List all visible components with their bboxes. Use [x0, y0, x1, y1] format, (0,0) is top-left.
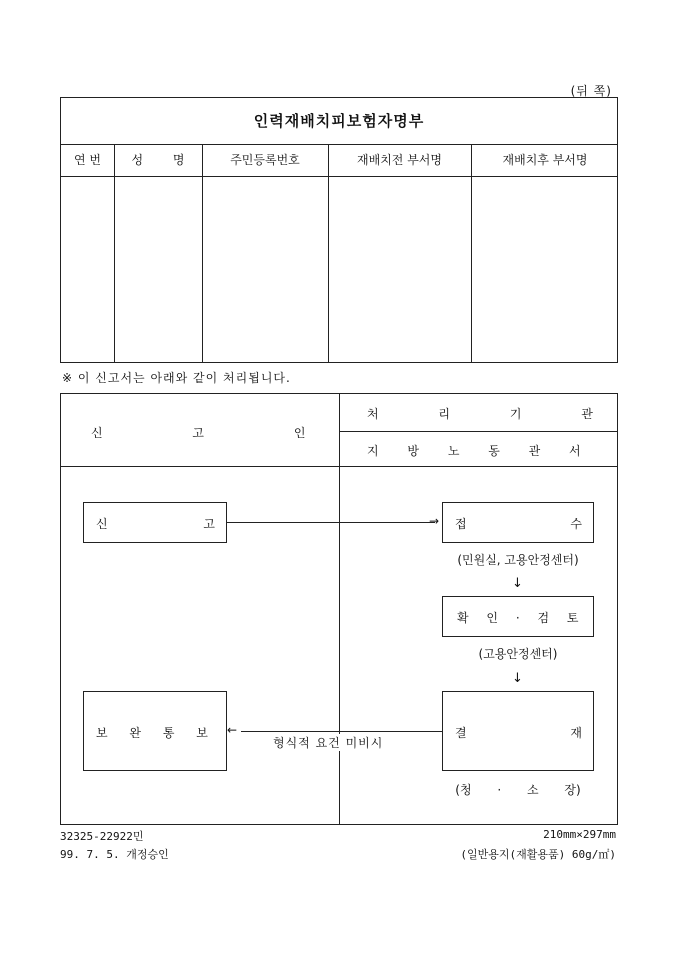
back-page-label: (뒤 쪽): [570, 84, 612, 98]
col-divider: [471, 144, 472, 362]
header-number: 연 번: [74, 153, 101, 167]
header-dept-before: 재배치전 부서명: [357, 153, 442, 167]
header-bottom-line: [61, 466, 617, 467]
agency-header-text: 처 리 기 관: [367, 407, 593, 421]
office-header: [367, 442, 592, 459]
review-box: [442, 596, 594, 637]
table-title: 인력재배치피보험자명부: [61, 98, 617, 145]
supplement-box-label: 보 완 통 보: [96, 726, 208, 740]
col-divider: [202, 144, 203, 362]
col-divider: [328, 144, 329, 362]
header-divider: [339, 431, 617, 432]
review-note: (고용안정센터): [478, 647, 558, 661]
processing-notice: ※ 이 신고서는 아래와 같이 처리됩니다.: [62, 371, 291, 385]
approval-date: 99. 7. 5. 개정승인: [60, 848, 169, 861]
processing-flow: [60, 393, 618, 825]
arrow-down-icon: ↓: [512, 671, 523, 686]
report-box: [83, 502, 227, 543]
paper-size: 210mm×297mm: [543, 828, 616, 841]
report-box-label: 신 고: [96, 517, 215, 531]
receipt-box-label: 접 수: [455, 517, 582, 531]
center-divider: [339, 394, 340, 824]
decision-box: [442, 691, 594, 771]
insured-register-table: [60, 97, 618, 363]
reporter-header: [91, 424, 306, 441]
arrow-left-icon: ←: [227, 723, 238, 737]
supplement-box: [83, 691, 227, 771]
receipt-note: (민원실, 고용안정센터): [457, 553, 579, 567]
missing-requirements-label: 형식적 요건 미비시: [273, 736, 384, 750]
arrow-right-icon: →: [429, 514, 440, 528]
form-code: 32325-22922민: [60, 830, 144, 843]
reporter-header-text: 신 고 인: [91, 426, 306, 440]
report-arrow-line: [227, 522, 435, 523]
receipt-box: [442, 502, 594, 543]
paper-spec: (일반용지(재활용품) 60g/㎡): [460, 848, 616, 861]
col-divider: [114, 144, 115, 362]
decision-note: (청 · 소 장): [455, 783, 581, 797]
decision-box-label: 결 재: [455, 726, 582, 740]
office-header-text: 지 방 노 동 관 서: [367, 444, 581, 458]
header-dept-after: 재배치후 부서명: [502, 153, 588, 167]
agency-header: [367, 405, 593, 422]
supplement-arrow-line: [241, 731, 442, 732]
header-name: 성 명: [131, 153, 185, 167]
arrow-down-icon: ↓: [512, 576, 523, 591]
review-box-label: 확 인 · 검 토: [457, 611, 579, 625]
header-resident-number: 주민등록번호: [230, 153, 300, 167]
